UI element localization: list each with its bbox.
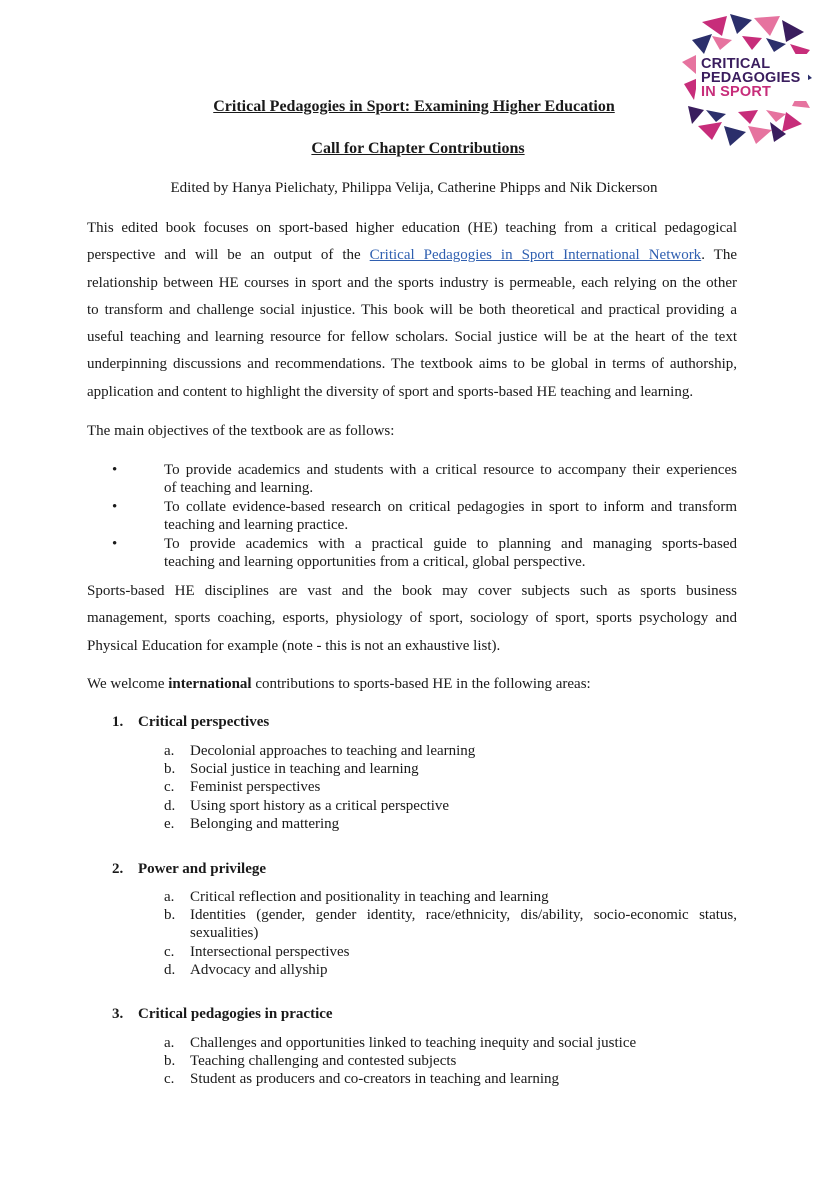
objective-text: teaching and learning opportunities from a critical, global perspective.: [164, 554, 586, 570]
item-letter: b.: [164, 907, 176, 923]
bullet-icon: •: [112, 536, 118, 552]
intro-line: This edited book focuses on sport-based higher education (HE) teaching from a critical pedagogical: [87, 220, 737, 236]
critical-pedagogies-logo: [682, 14, 812, 146]
welcome-text: contributions to sports-based HE in the following areas:: [251, 676, 591, 692]
disciplines-paragraph: [87, 578, 737, 660]
section-title: Critical pedagogies in practice: [138, 1006, 333, 1022]
item-text: Identities (gender, gender identity, race/ethnicity, dis/ability, socio-economic status,: [190, 907, 737, 923]
intro-paragraph: [87, 215, 737, 406]
intro-line-with-link: [87, 242, 737, 269]
item-text: Critical reflection and positionality in teaching and learning: [190, 889, 549, 905]
item-letter: b.: [164, 1053, 176, 1069]
item-letter: a.: [164, 743, 175, 759]
objective-text: To provide academics with a practical guide to planning and managing sports-based: [164, 536, 737, 552]
disciplines-line: Sports-based HE disciplines are vast and the book may cover subjects such as sports business: [87, 583, 737, 599]
intro-line: to transform and challenge social injustice. This book will be both theoretical and practical providing a: [87, 301, 737, 318]
section-number: 1.: [112, 714, 124, 730]
intro-text: perspective and will be an output of the: [87, 247, 370, 264]
item-text: Feminist perspectives: [190, 779, 321, 795]
item-letter: c.: [164, 1071, 175, 1087]
intro-line: application and content to highlight the diversity of sport and sports-based HE teaching and learning.: [87, 383, 694, 400]
section-title: Critical perspectives: [138, 714, 270, 730]
item-letter: c.: [164, 779, 175, 795]
logo-line-1: CRITICAL: [701, 56, 771, 72]
item-text: Teaching challenging and contested subjects: [190, 1053, 457, 1069]
logo-line-2: PEDAGOGIES: [701, 70, 801, 86]
item-text: Belonging and mattering: [190, 816, 340, 832]
network-link[interactable]: Critical Pedagogies in Sport International Network: [369, 247, 702, 264]
section-number: 3.: [112, 1006, 124, 1022]
item-text: Intersectional perspectives: [190, 944, 350, 960]
objective-text: To collate evidence-based research on critical pedagogies in sport to inform and transform: [164, 499, 737, 515]
item-letter: d.: [164, 962, 176, 978]
section-title: Power and privilege: [138, 861, 267, 877]
item-letter: c.: [164, 944, 175, 960]
section-heading: [112, 714, 269, 731]
item-letter: d.: [164, 798, 176, 814]
item-text: Decolonial approaches to teaching and learning: [190, 743, 476, 759]
item-text: Student as producers and co-creators in teaching and learning: [190, 1071, 560, 1087]
section-heading: [112, 861, 266, 878]
logo-wordmark: [696, 54, 808, 101]
intro-line: underpinning discussions and recommendations. The textbook aims to be global in terms of authorship,: [87, 356, 737, 373]
document-subtitle: Call for Chapter Contributions: [311, 140, 525, 157]
bullet-icon: •: [112, 499, 118, 515]
intro-line: useful teaching and learning resource for fellow scholars. Social justice will be at the heart of the text: [87, 329, 737, 346]
editors-line: Edited by Hanya Pielichaty, Philippa Velija, Catherine Phipps and Nik Dickerson: [170, 180, 658, 196]
objective-text: To provide academics and students with a critical resource to accompany their experiences: [164, 462, 737, 478]
intro-line: relationship between HE courses in sport and the sports industry is permeable, each relying on the other: [87, 274, 737, 291]
logo-line-3: IN SPORT: [701, 84, 772, 100]
item-text: Social justice in teaching and learning: [190, 761, 419, 777]
disciplines-line: Physical Education for example (note - this is not an exhaustive list).: [87, 637, 501, 654]
objective-text: of teaching and learning.: [164, 480, 314, 496]
item-letter: a.: [164, 1035, 175, 1051]
item-letter: a.: [164, 889, 175, 905]
intro-text: . The: [701, 247, 737, 264]
disciplines-line: management, sports coaching, esports, physiology of sport, sociology of sport, sports psychology and: [87, 610, 737, 627]
item-text: Challenges and opportunities linked to teaching inequity and social justice: [190, 1035, 637, 1051]
objectives-intro: The main objectives of the textbook are as follows:: [87, 423, 395, 439]
welcome-line: [87, 676, 591, 693]
section-heading: [112, 1006, 333, 1023]
bullet-icon: •: [112, 462, 118, 478]
item-letter: e.: [164, 816, 175, 832]
welcome-emphasis: international: [168, 676, 252, 692]
document-title: Critical Pedagogies in Sport: Examining Higher Education: [213, 98, 615, 115]
item-text: Using sport history as a critical perspective: [190, 798, 450, 814]
item-text: Advocacy and allyship: [190, 962, 328, 978]
item-text-continued: sexualities): [190, 925, 259, 942]
objective-text: teaching and learning practice.: [164, 517, 349, 533]
welcome-text: We welcome: [87, 676, 169, 692]
item-letter: b.: [164, 761, 176, 777]
section-number: 2.: [112, 861, 124, 877]
